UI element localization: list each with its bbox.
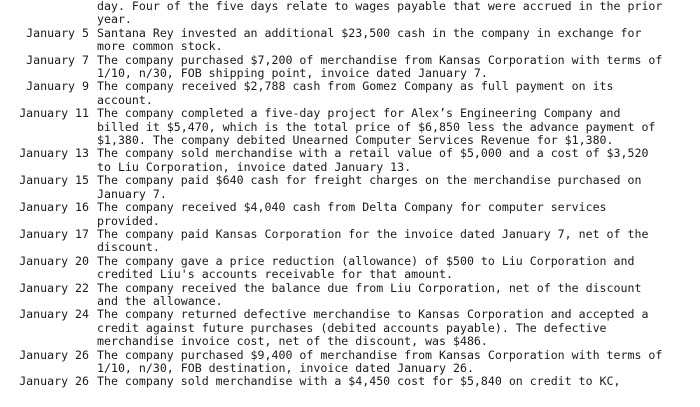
description-line: day. Four of the five days relate to wages payable that were accrued in the prior (97, 0, 663, 13)
description-line: The company paid $640 cash for freight charges on the merchandise purchased on (97, 173, 642, 188)
transaction-entry (0, 147, 700, 174)
transaction-date: January 5 (26, 25, 89, 40)
description-line: billed it $5,470, which is the total price of $6,850 less the advance payment of (97, 119, 656, 134)
description-line: The company sold merchandise with a retail value of $5,000 and a cost of $3,520 (97, 146, 649, 161)
transaction-entry (0, 349, 700, 376)
description-line: credit against future purchases (debited accounts payable). The defective (97, 320, 607, 335)
transaction-description (97, 375, 677, 388)
transaction-entry (0, 0, 700, 27)
description-line: discount. (97, 240, 160, 255)
transaction-entry (0, 255, 700, 282)
description-line: The company purchased $9,400 of merchandise from Kansas Corporation with terms of (97, 347, 663, 362)
transaction-date: January 17 (19, 226, 89, 241)
description-line: credited Liu's accounts receivable for that amount. (97, 267, 453, 282)
description-line: The company received the balance due from Liu Corporation, net of the discount (97, 280, 642, 295)
transaction-date: January 9 (26, 79, 89, 94)
description-line: and the allowance. (97, 293, 223, 308)
transaction-description (97, 80, 677, 107)
transaction-date: January 11 (19, 106, 89, 121)
transaction-entry (0, 80, 700, 107)
transaction-date: January 15 (19, 173, 89, 188)
description-line: year. (97, 12, 132, 27)
description-line: The company completed a five-day project for Alex’s Engineering Company and (97, 106, 621, 121)
transaction-date: January 16 (19, 200, 89, 215)
transaction-entry (0, 282, 700, 309)
transaction-date: January 26 (19, 347, 89, 362)
description-line: The company paid Kansas Corporation for the invoice dated January 7, net of the (97, 226, 649, 241)
transaction-description (97, 147, 677, 174)
transaction-description (97, 27, 677, 54)
transaction-entry (0, 201, 700, 228)
transaction-description (97, 54, 677, 81)
description-line: The company received $2,788 cash from Gomez Company as full payment on its (97, 79, 614, 94)
transaction-entry (0, 27, 700, 54)
transaction-entry (0, 54, 700, 81)
transaction-description (97, 174, 677, 201)
transaction-entry (0, 308, 700, 348)
transaction-date: January 26 (19, 374, 89, 389)
description-line: The company gave a price reduction (allowance) of $500 to Liu Corporation and (97, 253, 635, 268)
description-line: $1,380. The company debited Unearned Computer Services Revenue for $1,380. (97, 133, 614, 148)
description-line: 1/10, n/30, FOB destination, invoice dated January 26. (97, 360, 474, 375)
transaction-date: January 20 (19, 253, 89, 268)
transaction-entry (0, 174, 700, 201)
description-line: The company returned defective merchandise to Kansas Corporation and accepted a (97, 307, 649, 322)
transaction-entry (0, 107, 700, 147)
transaction-description (97, 308, 677, 348)
description-line: 1/10, n/30, FOB shipping point, invoice dated January 7. (97, 66, 488, 81)
description-line: Santana Rey invested an additional $23,500 cash in the company in exchange for (97, 25, 642, 40)
description-line: January 7. (97, 186, 167, 201)
transaction-entry (0, 375, 700, 388)
description-line: The company purchased $7,200 of merchandise from Kansas Corporation with terms of (97, 52, 663, 67)
transaction-description (97, 228, 677, 255)
transaction-description (97, 349, 677, 376)
transaction-date: January 13 (19, 146, 89, 161)
transaction-description (97, 0, 677, 27)
transaction-description (97, 282, 677, 309)
description-line: provided. (97, 213, 160, 228)
description-line: merchandise invoice cost, net of the discount, was $486. (97, 334, 488, 349)
description-line: to Liu Corporation, invoice dated January 13. (97, 159, 412, 174)
description-line: The company sold merchandise with a $4,450 cost for $5,840 on credit to KC, (97, 374, 621, 389)
transaction-description (97, 255, 677, 282)
description-line: account. (97, 92, 153, 107)
transaction-date: January 7 (26, 52, 89, 67)
transaction-description (97, 201, 677, 228)
description-line: The company received $4,040 cash from Delta Company for computer services (97, 200, 607, 215)
transaction-entry (0, 228, 700, 255)
transaction-date: January 22 (19, 280, 89, 295)
transaction-description (97, 107, 677, 147)
description-line: more common stock. (97, 39, 223, 54)
transaction-date: January 24 (19, 307, 89, 322)
